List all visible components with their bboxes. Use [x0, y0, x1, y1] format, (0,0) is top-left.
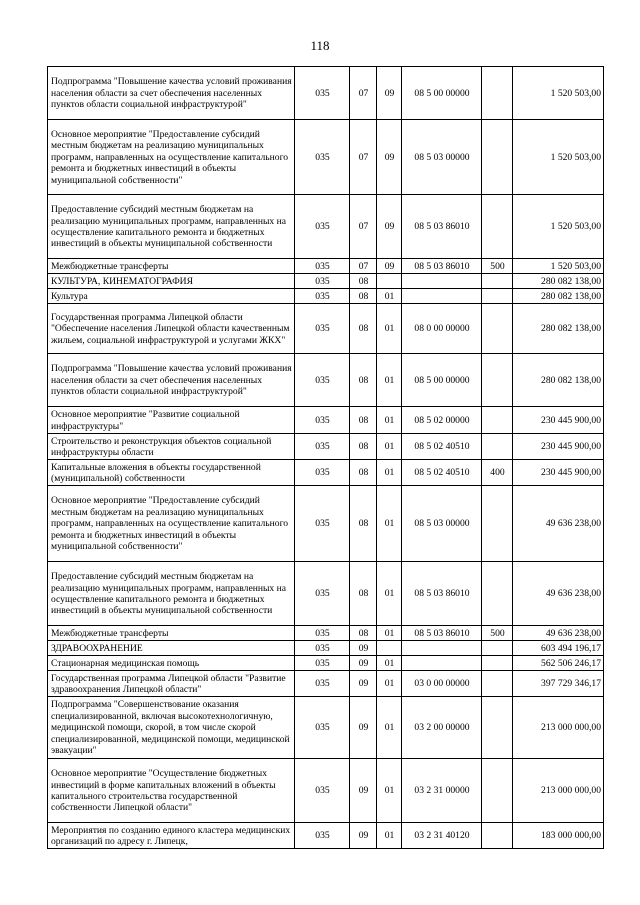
amount-cell: 1 520 503,00: [513, 259, 604, 274]
item-name-cell: Основное мероприятие "Предоставление субсидий местным бюджетам на реализацию муниципальных программ, направленных на осуществление капитального ремонта и бюджетных инвестиций в объекты муниципальной собственности": [48, 120, 295, 195]
subsection-code-cell: 09: [377, 120, 402, 195]
target-article-cell: 03 2 00 00000: [402, 697, 482, 759]
amount-cell: 49 636 238,00: [513, 626, 604, 641]
ministry-code-cell: 035: [295, 671, 350, 697]
expense-type-cell: [482, 289, 513, 304]
expense-type-cell: [482, 407, 513, 434]
item-name-cell: Основное мероприятие "Предоставление субсидий местным бюджетам на реализацию муниципальных программ, направленных на осуществление капитального ремонта и бюджетных инвестиций в объекты муниципальной собственности": [48, 486, 295, 562]
ministry-code-cell: 035: [295, 274, 350, 289]
section-code-cell: 08: [350, 434, 377, 460]
subsection-code-cell: 01: [377, 562, 402, 626]
amount-cell: 183 000 000,00: [513, 823, 604, 849]
expense-type-cell: [482, 697, 513, 759]
ministry-code-cell: 035: [295, 641, 350, 656]
ministry-code-cell: 035: [295, 120, 350, 195]
table-row: [48, 407, 604, 434]
subsection-code-cell: 01: [377, 759, 402, 823]
amount-cell: 1 520 503,00: [513, 195, 604, 259]
page-number: 118: [310, 38, 330, 53]
item-name-cell: Подпрограмма "Повышение качества условий проживания населения области за счет обеспечения населенных пунктов области социальной инфраструктурой": [48, 67, 295, 120]
table-row: [48, 759, 604, 823]
target-article-cell: 08 5 02 40510: [402, 460, 482, 486]
target-article-cell: 08 5 03 00000: [402, 120, 482, 195]
item-name-cell: Основное мероприятие "Осуществление бюджетных инвестиций в форме капитальных вложений в объекты капитального строительства государственной собственности Липецкой области": [48, 759, 295, 823]
expense-type-cell: [482, 656, 513, 671]
amount-cell: 280 082 138,00: [513, 354, 604, 407]
subsection-code-cell: 01: [377, 671, 402, 697]
subsection-code-cell: 01: [377, 656, 402, 671]
expense-type-cell: [482, 304, 513, 354]
section-code-cell: 07: [350, 120, 377, 195]
ministry-code-cell: 035: [295, 304, 350, 354]
target-article-cell: 08 5 02 40510: [402, 434, 482, 460]
table-row: [48, 434, 604, 460]
table-row: [48, 195, 604, 259]
item-name-cell: Капитальные вложения в объекты государственной (муниципальной) собственности: [48, 460, 295, 486]
table-row: [48, 354, 604, 407]
target-article-cell: [402, 289, 482, 304]
amount-cell: 49 636 238,00: [513, 562, 604, 626]
amount-cell: 230 445 900,00: [513, 407, 604, 434]
table-row: [48, 289, 604, 304]
target-article-cell: 03 2 31 00000: [402, 759, 482, 823]
table-row: [48, 67, 604, 120]
subsection-code-cell: 01: [377, 486, 402, 562]
section-code-cell: 08: [350, 626, 377, 641]
subsection-code-cell: [377, 274, 402, 289]
amount-cell: 280 082 138,00: [513, 289, 604, 304]
item-name-cell: Подпрограмма "Совершенствование оказания специализированной, включая высокотехнологичную, медицинской помощи, скорой, в том числе скорой специализированной, медицинской помощи, медицинской эвакуации": [48, 697, 295, 759]
ministry-code-cell: 035: [295, 562, 350, 626]
target-article-cell: 08 5 03 00000: [402, 486, 482, 562]
amount-cell: 280 082 138,00: [513, 274, 604, 289]
item-name-cell: Основное мероприятие "Развитие социальной инфраструктуры": [48, 407, 295, 434]
subsection-code-cell: 01: [377, 407, 402, 434]
ministry-code-cell: 035: [295, 626, 350, 641]
target-article-cell: 03 0 00 00000: [402, 671, 482, 697]
table-row: [48, 697, 604, 759]
ministry-code-cell: 035: [295, 259, 350, 274]
table-row: [48, 274, 604, 289]
target-article-cell: 08 5 03 86010: [402, 562, 482, 626]
table-row: [48, 259, 604, 274]
expense-type-cell: [482, 120, 513, 195]
table-row: [48, 486, 604, 562]
amount-cell: 213 000 000,00: [513, 759, 604, 823]
section-code-cell: 09: [350, 823, 377, 849]
item-name-cell: Стационарная медицинская помощь: [48, 656, 295, 671]
expense-type-cell: [482, 562, 513, 626]
expense-type-cell: [482, 274, 513, 289]
section-code-cell: 08: [350, 289, 377, 304]
expense-type-cell: 500: [482, 626, 513, 641]
table-row: [48, 562, 604, 626]
target-article-cell: 08 5 00 00000: [402, 354, 482, 407]
amount-cell: 397 729 346,17: [513, 671, 604, 697]
table-row: [48, 656, 604, 671]
section-code-cell: 08: [350, 562, 377, 626]
section-code-cell: 09: [350, 641, 377, 656]
item-name-cell: Государственная программа Липецкой области "Развитие здравоохранения Липецкой области": [48, 671, 295, 697]
amount-cell: 280 082 138,00: [513, 304, 604, 354]
amount-cell: 213 000 000,00: [513, 697, 604, 759]
budget-table: [47, 66, 604, 849]
table-row: [48, 823, 604, 849]
subsection-code-cell: 01: [377, 304, 402, 354]
amount-cell: 603 494 196,17: [513, 641, 604, 656]
budget-table-body: [48, 67, 604, 849]
subsection-code-cell: 01: [377, 697, 402, 759]
subsection-code-cell: 01: [377, 823, 402, 849]
ministry-code-cell: 035: [295, 67, 350, 120]
ministry-code-cell: 035: [295, 697, 350, 759]
target-article-cell: 08 0 00 00000: [402, 304, 482, 354]
table-row: [48, 641, 604, 656]
amount-cell: 1 520 503,00: [513, 120, 604, 195]
subsection-code-cell: 01: [377, 626, 402, 641]
expense-type-cell: [482, 434, 513, 460]
expense-type-cell: [482, 67, 513, 120]
item-name-cell: Строительство и реконструкция объектов социальной инфраструктуры области: [48, 434, 295, 460]
ministry-code-cell: 035: [295, 460, 350, 486]
item-name-cell: Культура: [48, 289, 295, 304]
expense-type-cell: [482, 641, 513, 656]
target-article-cell: 03 2 31 40120: [402, 823, 482, 849]
target-article-cell: 08 5 02 00000: [402, 407, 482, 434]
section-code-cell: 08: [350, 354, 377, 407]
expense-type-cell: [482, 195, 513, 259]
expense-type-cell: [482, 759, 513, 823]
subsection-code-cell: 09: [377, 259, 402, 274]
item-name-cell: Мероприятия по созданию единого кластера медицинских организаций по адресу г. Липецк,: [48, 823, 295, 849]
section-code-cell: 07: [350, 195, 377, 259]
table-row: [48, 304, 604, 354]
amount-cell: 562 506 246,17: [513, 656, 604, 671]
section-code-cell: 08: [350, 460, 377, 486]
item-name-cell: Подпрограмма "Повышение качества условий проживания населения области за счет обеспечения населенных пунктов области социальной инфраструктурой": [48, 354, 295, 407]
subsection-code-cell: 01: [377, 289, 402, 304]
expense-type-cell: 500: [482, 259, 513, 274]
subsection-code-cell: [377, 641, 402, 656]
target-article-cell: [402, 641, 482, 656]
ministry-code-cell: 035: [295, 759, 350, 823]
section-code-cell: 08: [350, 304, 377, 354]
section-code-cell: 09: [350, 759, 377, 823]
section-code-cell: 07: [350, 259, 377, 274]
item-name-cell: Предоставление субсидий местным бюджетам на реализацию муниципальных программ, направленных на осуществление капитального ремонта и бюджетных инвестиций в объекты муниципальной собственности: [48, 562, 295, 626]
item-name-cell: КУЛЬТУРА, КИНЕМАТОГРАФИЯ: [48, 274, 295, 289]
section-code-cell: 08: [350, 407, 377, 434]
ministry-code-cell: 035: [295, 656, 350, 671]
ministry-code-cell: 035: [295, 289, 350, 304]
expense-type-cell: 400: [482, 460, 513, 486]
amount-cell: 49 636 238,00: [513, 486, 604, 562]
subsection-code-cell: 09: [377, 67, 402, 120]
target-article-cell: [402, 274, 482, 289]
target-article-cell: 08 5 03 86010: [402, 259, 482, 274]
expense-type-cell: [482, 486, 513, 562]
ministry-code-cell: 035: [295, 354, 350, 407]
item-name-cell: Предоставление субсидий местным бюджетам на реализацию муниципальных программ, направленных на осуществление капитального ремонта и бюджетных инвестиций в объекты муниципальной собственности: [48, 195, 295, 259]
section-code-cell: 08: [350, 274, 377, 289]
section-code-cell: 09: [350, 697, 377, 759]
expense-type-cell: [482, 671, 513, 697]
section-code-cell: 07: [350, 67, 377, 120]
item-name-cell: ЗДРАВООХРАНЕНИЕ: [48, 641, 295, 656]
amount-cell: 1 520 503,00: [513, 67, 604, 120]
section-code-cell: 09: [350, 671, 377, 697]
subsection-code-cell: 01: [377, 354, 402, 407]
subsection-code-cell: 01: [377, 460, 402, 486]
target-article-cell: 08 5 00 00000: [402, 67, 482, 120]
expense-type-cell: [482, 823, 513, 849]
item-name-cell: Государственная программа Липецкой области "Обеспечение населения Липецкой области качественным жильем, социальной инфраструктурой и услугами ЖКХ": [48, 304, 295, 354]
ministry-code-cell: 035: [295, 486, 350, 562]
ministry-code-cell: 035: [295, 823, 350, 849]
table-row: [48, 120, 604, 195]
table-row: [48, 671, 604, 697]
item-name-cell: Межбюджетные трансферты: [48, 626, 295, 641]
amount-cell: 230 445 900,00: [513, 460, 604, 486]
amount-cell: 230 445 900,00: [513, 434, 604, 460]
target-article-cell: 08 5 03 86010: [402, 626, 482, 641]
subsection-code-cell: 09: [377, 195, 402, 259]
table-row: [48, 626, 604, 641]
ministry-code-cell: 035: [295, 195, 350, 259]
item-name-cell: Межбюджетные трансферты: [48, 259, 295, 274]
target-article-cell: [402, 656, 482, 671]
section-code-cell: 08: [350, 486, 377, 562]
subsection-code-cell: 01: [377, 434, 402, 460]
ministry-code-cell: 035: [295, 407, 350, 434]
ministry-code-cell: 035: [295, 434, 350, 460]
target-article-cell: 08 5 03 86010: [402, 195, 482, 259]
table-row: [48, 460, 604, 486]
expense-type-cell: [482, 354, 513, 407]
section-code-cell: 09: [350, 656, 377, 671]
